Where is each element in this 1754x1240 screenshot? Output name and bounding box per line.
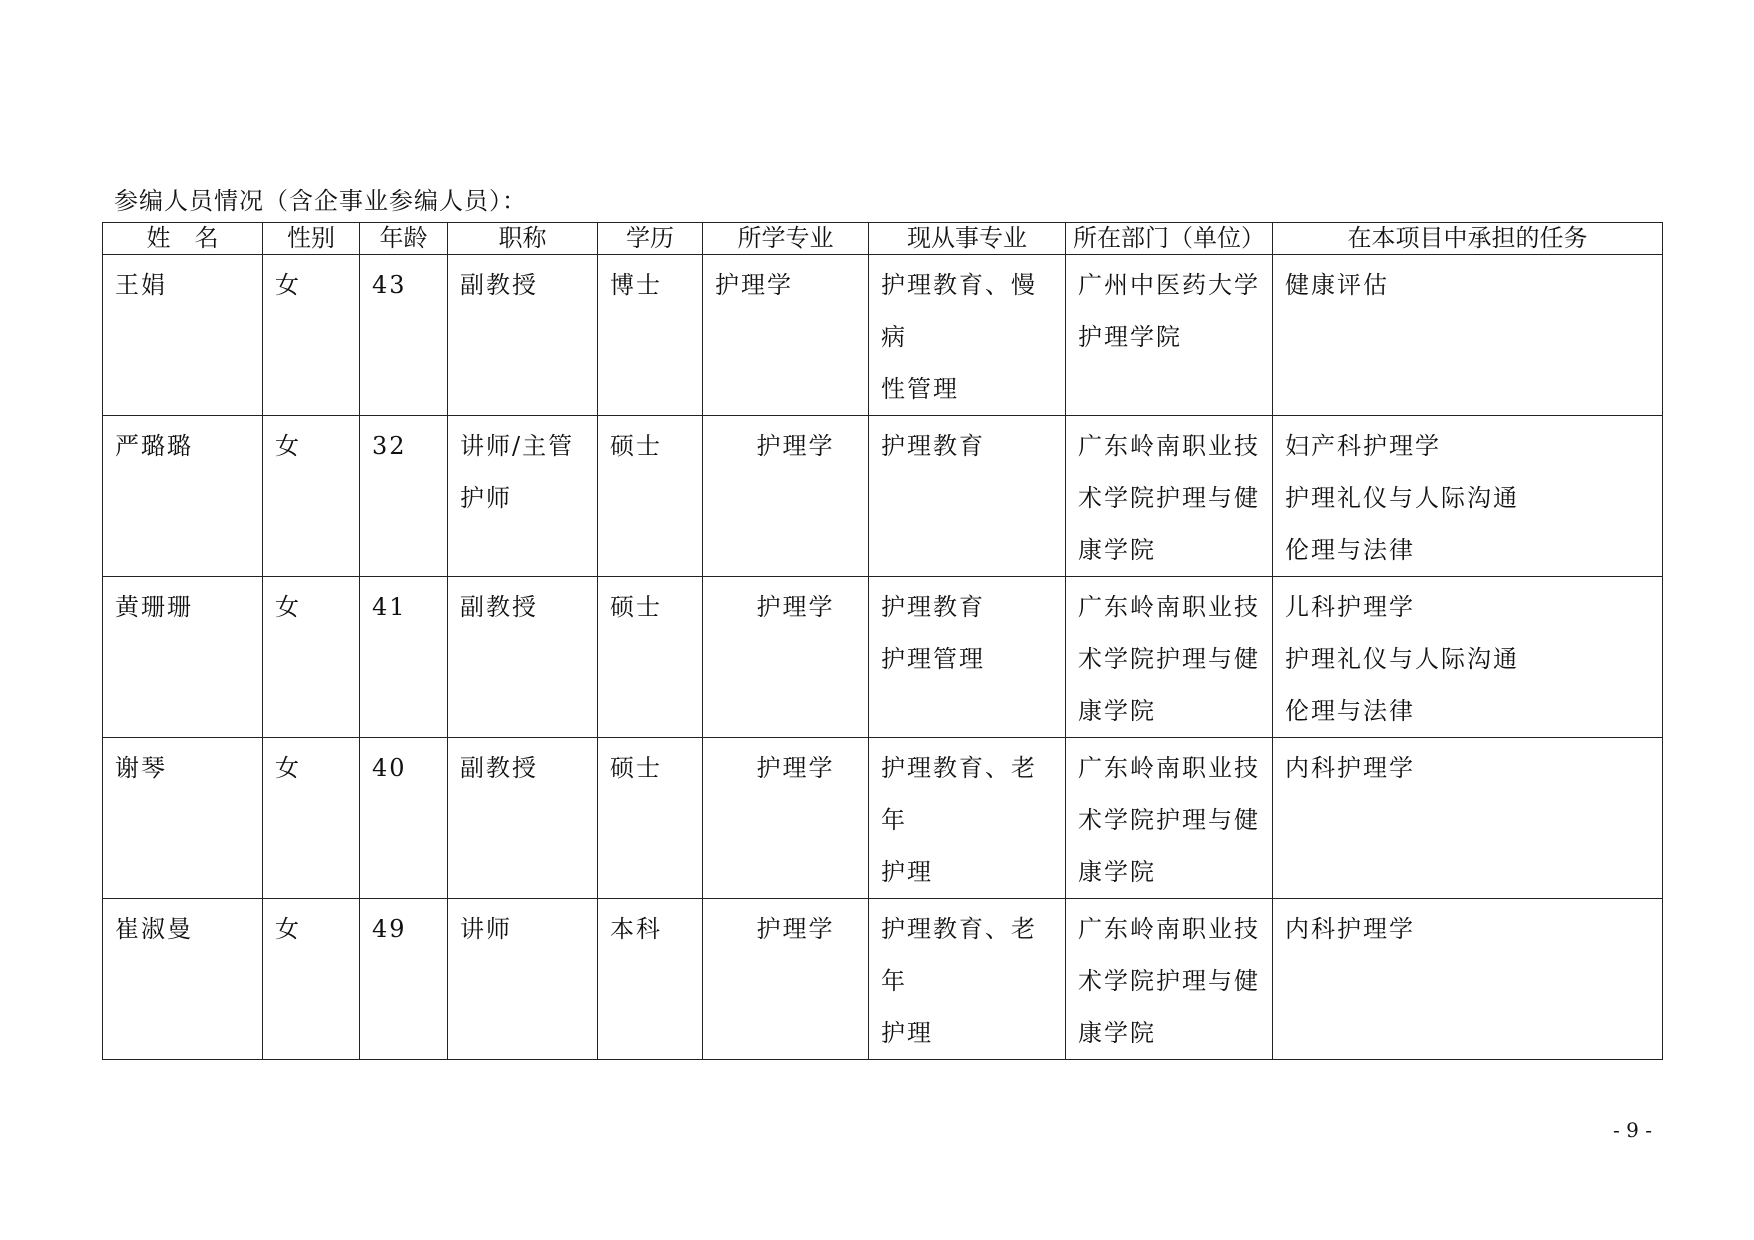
cell-name — [103, 416, 263, 577]
cell-department — [1066, 738, 1273, 899]
cell-current-field — [869, 416, 1066, 577]
major-text: 护理学 — [756, 432, 835, 460]
major-text: 护理学 — [756, 915, 835, 943]
department-text: 广东岭南职业技 术学院护理与健 康学院 — [1078, 432, 1260, 564]
department-text: 广东岭南职业技 术学院护理与健 康学院 — [1078, 593, 1260, 725]
cell-age — [360, 416, 448, 577]
title-text: 副教授 — [460, 754, 538, 782]
cell-current-field — [869, 899, 1066, 1060]
table-row — [103, 899, 1663, 1060]
gender-text: 女 — [275, 754, 301, 782]
cell-current-field — [869, 255, 1066, 416]
cell-name — [103, 577, 263, 738]
table-row — [103, 738, 1663, 899]
cell-name — [103, 738, 263, 899]
cell-education — [598, 577, 703, 738]
table-row — [103, 577, 1663, 738]
department-text: 广州中医药大学 护理学院 — [1078, 271, 1260, 351]
cell-gender — [263, 899, 360, 1060]
cell-gender — [263, 577, 360, 738]
cell-department — [1066, 577, 1273, 738]
education-text: 硕士 — [610, 593, 662, 621]
title-text: 讲师 — [460, 915, 512, 943]
cell-tasks — [1273, 255, 1663, 416]
cell-education — [598, 738, 703, 899]
header-education: 学历 — [598, 223, 703, 255]
gender-text: 女 — [275, 915, 301, 943]
tasks-text: 妇产科护理学 护理礼仪与人际沟通 伦理与法律 — [1285, 432, 1519, 564]
gender-text: 女 — [275, 271, 301, 299]
header-age: 年龄 — [360, 223, 448, 255]
major-text: 护理学 — [756, 754, 835, 782]
cell-age — [360, 577, 448, 738]
cell-major — [703, 416, 869, 577]
cell-department — [1066, 899, 1273, 1060]
age-text: 49 — [372, 915, 407, 943]
education-text: 本科 — [610, 915, 662, 943]
header-name: 姓 名 — [103, 223, 263, 255]
cell-age — [360, 255, 448, 416]
tasks-text: 内科护理学 — [1285, 754, 1415, 782]
current-field-text: 护理教育、老年 护理 — [881, 754, 1037, 886]
education-text: 硕士 — [610, 754, 662, 782]
header-title: 职称 — [448, 223, 598, 255]
tasks-text: 健康评估 — [1285, 271, 1389, 299]
cell-age — [360, 738, 448, 899]
name-text: 黄珊珊 — [115, 593, 193, 621]
current-field-text: 护理教育、老年 护理 — [881, 915, 1037, 1047]
gender-text: 女 — [275, 432, 301, 460]
name-text: 王娟 — [115, 271, 167, 299]
cell-department — [1066, 416, 1273, 577]
header-major: 所学专业 — [703, 223, 869, 255]
table-row — [103, 416, 1663, 577]
cell-tasks — [1273, 577, 1663, 738]
name-text: 崔淑曼 — [115, 915, 193, 943]
tasks-text: 儿科护理学 护理礼仪与人际沟通 伦理与法律 — [1285, 593, 1519, 725]
cell-gender — [263, 738, 360, 899]
department-text: 广东岭南职业技 术学院护理与健 康学院 — [1078, 915, 1260, 1047]
cell-major — [703, 577, 869, 738]
cell-name — [103, 899, 263, 1060]
cell-tasks — [1273, 738, 1663, 899]
major-text: 护理学 — [756, 593, 835, 621]
education-text: 硕士 — [610, 432, 662, 460]
title-text: 副教授 — [460, 271, 538, 299]
staff-table — [102, 222, 1663, 1060]
cell-gender — [263, 255, 360, 416]
cell-major — [703, 738, 869, 899]
header-department: 所在部门（单位） — [1066, 223, 1273, 255]
header-current-field: 现从事专业 — [869, 223, 1066, 255]
cell-education — [598, 899, 703, 1060]
cell-title — [448, 255, 598, 416]
current-field-text: 护理教育、慢病 性管理 — [881, 271, 1037, 403]
cell-age — [360, 899, 448, 1060]
table-row — [103, 255, 1663, 416]
department-text: 广东岭南职业技 术学院护理与健 康学院 — [1078, 754, 1260, 886]
current-field-text: 护理教育 护理管理 — [881, 593, 985, 673]
name-text: 严璐璐 — [115, 432, 193, 460]
cell-name — [103, 255, 263, 416]
education-text: 博士 — [610, 271, 662, 299]
cell-education — [598, 255, 703, 416]
cell-tasks — [1273, 416, 1663, 577]
current-field-text: 护理教育 — [881, 432, 985, 460]
cell-title — [448, 738, 598, 899]
section-heading: 参编人员情况（含企事业参编人员）： — [114, 187, 527, 215]
age-text: 32 — [372, 432, 407, 460]
page-number: - 9 - — [1613, 1118, 1652, 1142]
cell-education — [598, 416, 703, 577]
age-text: 40 — [372, 754, 407, 782]
cell-title — [448, 577, 598, 738]
cell-current-field — [869, 577, 1066, 738]
age-text: 41 — [372, 593, 407, 621]
header-gender: 性别 — [263, 223, 360, 255]
cell-title — [448, 899, 598, 1060]
cell-department — [1066, 255, 1273, 416]
table-header-row — [103, 223, 1663, 255]
gender-text: 女 — [275, 593, 301, 621]
cell-current-field — [869, 738, 1066, 899]
name-text: 谢琴 — [115, 754, 167, 782]
tasks-text: 内科护理学 — [1285, 915, 1415, 943]
title-text: 讲师/主管 护师 — [460, 432, 575, 512]
cell-gender — [263, 416, 360, 577]
header-tasks: 在本项目中承担的任务 — [1273, 223, 1663, 255]
cell-title — [448, 416, 598, 577]
cell-major — [703, 899, 869, 1060]
cell-major — [703, 255, 869, 416]
age-text: 43 — [372, 271, 407, 299]
title-text: 副教授 — [460, 593, 538, 621]
major-text: 护理学 — [715, 271, 793, 299]
cell-tasks — [1273, 899, 1663, 1060]
